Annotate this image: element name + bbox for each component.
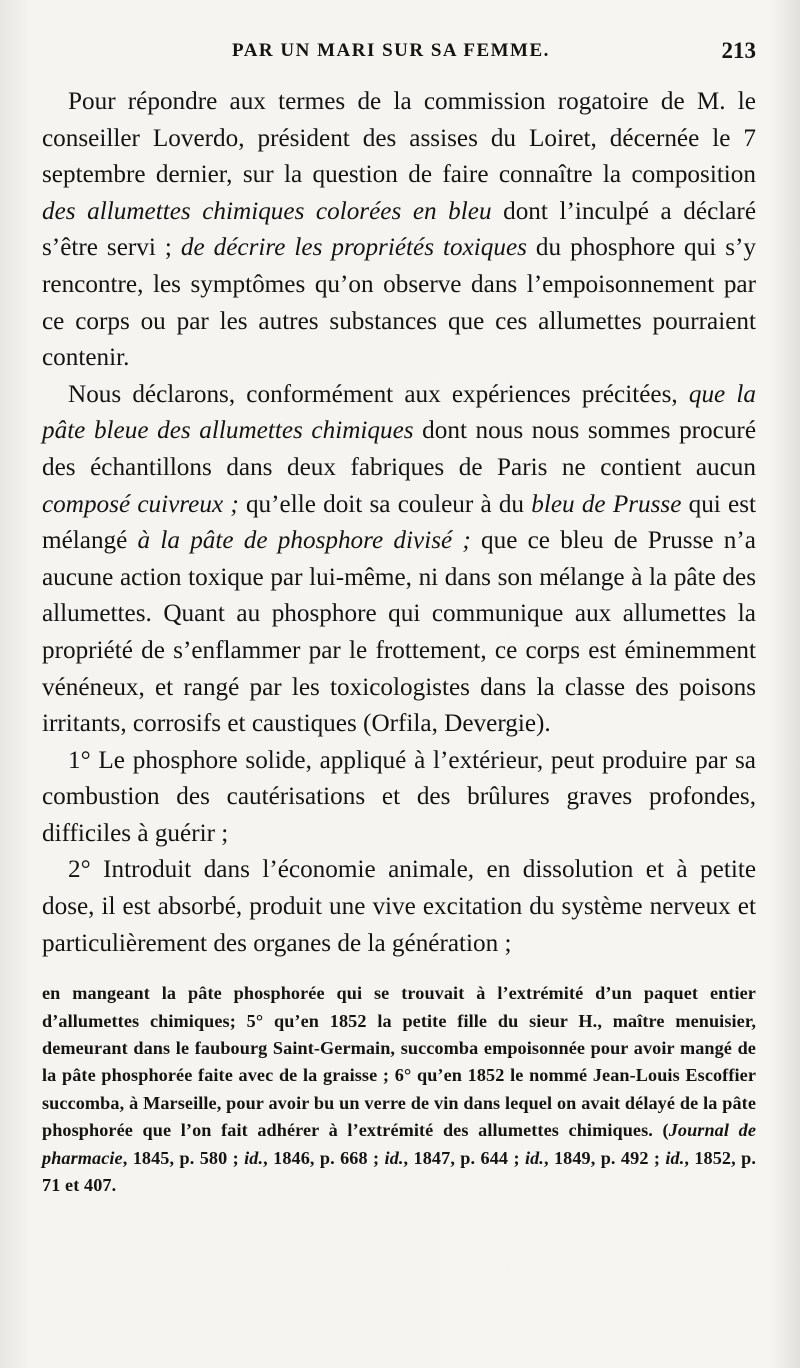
- italic-run: de décrire les propriétés toxiques: [180, 234, 527, 262]
- text-run: dont l’inculpé a déclaré s’être servi ;: [42, 197, 756, 262]
- italic-run: id.: [665, 1147, 685, 1168]
- text-run: Pour répondre aux termes de la commission rogatoire de M. le conseiller Loverdo, président des assises du Loiret, décernée le 7 septembre dernier, sur la question de faire connaître la composition: [42, 88, 756, 189]
- page-header: [42, 40, 756, 72]
- paragraph-declaration: [42, 377, 756, 743]
- paragraph-point-1: 1° Le phosphore solide, appliqué à l’extérieur, peut produire par sa combustion des cautérisations et des brûlures graves profondes, difficiles à guérir ;: [42, 746, 756, 847]
- text-run: , 1845, p. 580 ;: [122, 1147, 245, 1168]
- italic-run: id.: [244, 1147, 264, 1168]
- italic-run: à la pâte de phosphore divisé ;: [137, 527, 471, 555]
- running-title: PAR UN MARI SUR SA FEMME.: [232, 40, 550, 61]
- text-run: , 1846, p. 668 ;: [263, 1147, 385, 1168]
- italic-run: que la pâte bleue des allumettes chimiques: [42, 380, 756, 445]
- text-run: qu’elle doit sa couleur à du: [238, 490, 532, 518]
- main-text: [42, 84, 756, 962]
- text-run: dont nous nous sommes procuré des échantillons dans deux fabriques de Paris ne contient aucun: [42, 417, 756, 481]
- italic-run: id.: [524, 1147, 544, 1168]
- page-number: 213: [721, 38, 756, 63]
- footnote: [42, 980, 756, 1199]
- italic-run: bleu de Prusse: [531, 490, 682, 518]
- italic-run: des allumettes chimiques colorées en bleu: [42, 197, 492, 225]
- text-run: qui est mélangé: [42, 490, 756, 555]
- text-run: , 1849, p. 492 ;: [543, 1147, 666, 1168]
- paragraph-point-2: 2° Introduit dans l’économie animale, en dissolution et à petite dose, il est absorbé, produit une vive excitation du système nerveux et particulièrement des organes de la génération ;: [42, 856, 756, 957]
- text-run: en mangeant la pâte phosphorée qui se trouvait à l’extrémité d’un paquet entier d’allumettes chimiques; 5° qu’en 1852 la petite fille du sieur H., maître menuisier, demeurant dans le faubourg Saint-Germain, succomba empoisonnée pour avoir mangé de la pâte phosphorée faite avec de la graisse ; 6° qu’en 1852 le nommé Jean-Louis Escoffier succomba, à Marseille, pour avoir bu un verre de vin dans lequel on avait délayé de la pâte phosphorée que l’on fait adhérer à l’extrémité des allumettes chimiques. (: [42, 983, 756, 1141]
- text-run: du phosphore qui s’y rencontre, les symptômes qu’on observe dans l’empoisonnement par ce corps ou par les autres substances que ces allumettes pourraient contenir.: [42, 234, 756, 372]
- text-run: , 1852, p. 71 et 407.: [42, 1147, 756, 1196]
- italic-run: composé cuivreux ;: [42, 490, 239, 518]
- text-run: , 1847, p. 644 ;: [403, 1147, 525, 1168]
- footnote-text: [42, 980, 756, 1199]
- text-run: que ce bleu de Prusse n’a aucune action toxique par lui-même, ni dans son mélange à la pâte des allumettes. Quant au phosphore qui communique aux allumettes la propriété de s’enflammer par le frottement, ce corps est éminemment vénéneux, et rangé par les toxicologistes dans la classe des poisons irritants, corrosifs et caustiques (Orfila, Devergie).: [42, 527, 756, 738]
- italic-run: id.: [384, 1147, 404, 1168]
- italic-run: Journal de pharmacie: [42, 1120, 757, 1168]
- text-run: Nous déclarons, conformément aux expériences précitées,: [68, 380, 689, 408]
- paragraph-commission: [42, 84, 756, 377]
